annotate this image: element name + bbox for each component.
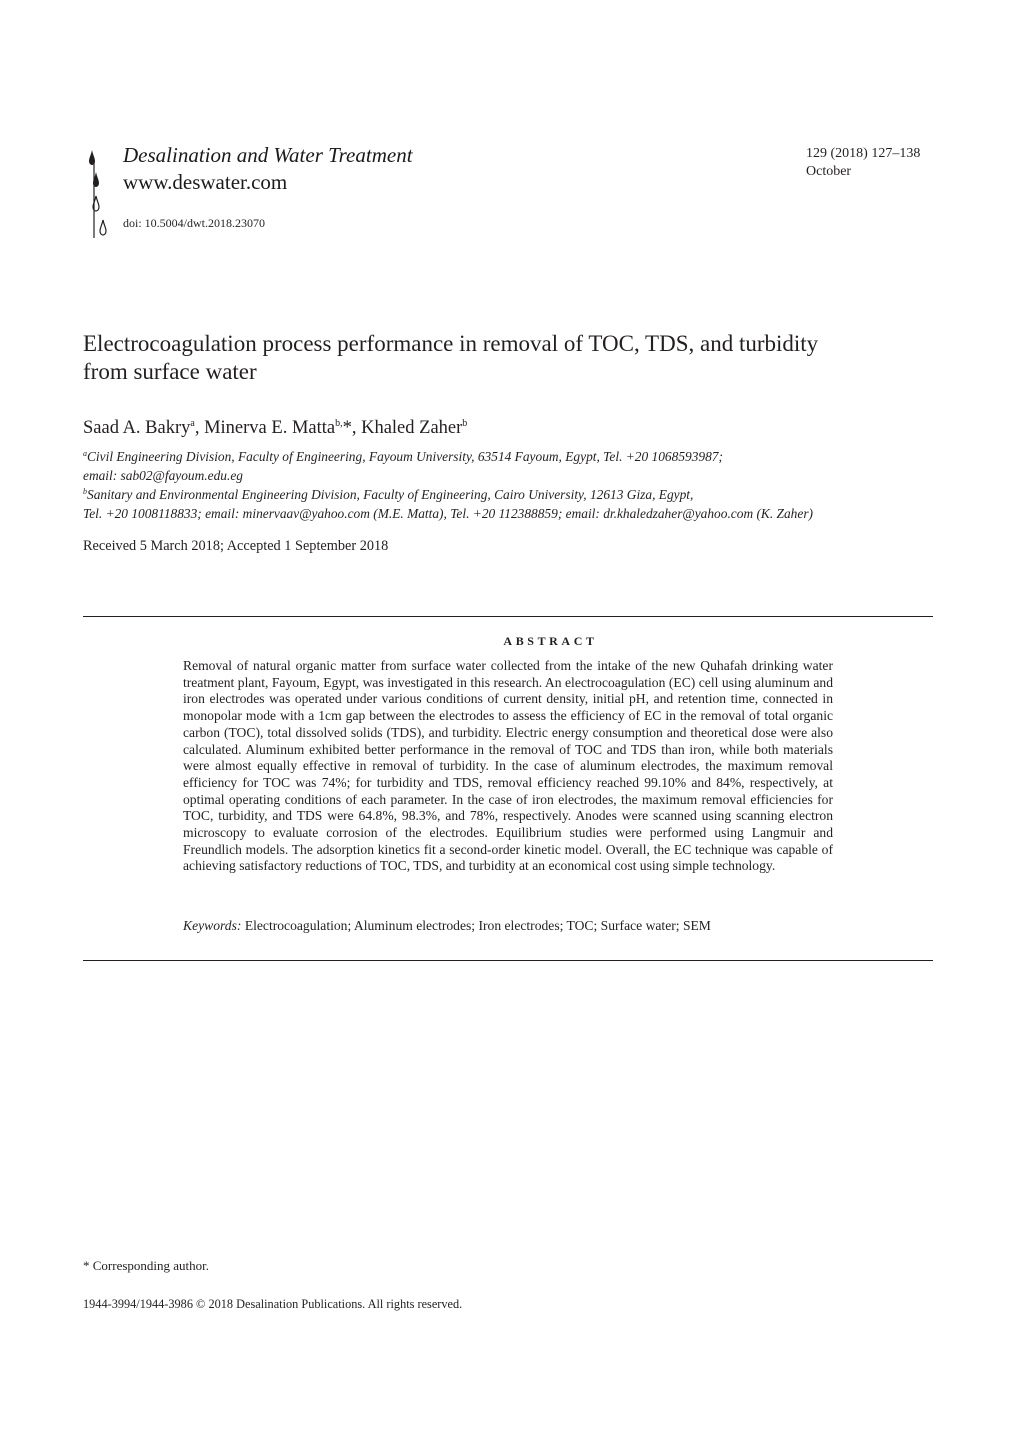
corresponding-author-note: * Corresponding author. — [83, 1258, 210, 1273]
author-separator: , — [351, 418, 362, 438]
author-affiliation-mark: b — [462, 418, 468, 429]
affiliation-b-line2: Tel. +20 1008118833; email: minervaav@yahoo.com (M.E. Matta), Tel. +20 112388859; email: dr.khaledzaher@yahoo.com (K. Zaher) — [83, 506, 813, 521]
journal-url[interactable]: www.deswater.com — [123, 170, 288, 194]
volume-pages: 129 (2018) 127–138 — [806, 146, 921, 161]
abstract-heading: ABSTRACT — [503, 634, 598, 648]
affiliation-mark: b — [83, 487, 87, 496]
author-name: Minerva E. Matta — [204, 418, 336, 438]
article-title: Electrocoagulation process performance in removal of TOC, TDS, and turbidity from surface water — [83, 331, 819, 384]
issue-month: October — [806, 164, 852, 179]
affiliation-a-line1 — [83, 448, 723, 466]
author-affiliation-mark: a — [190, 418, 195, 429]
received-accepted-dates: Received 5 March 2018; Accepted 1 September 2018 — [83, 538, 389, 554]
author-list — [83, 416, 467, 440]
top-divider — [83, 616, 933, 617]
abstract-body: Removal of natural organic matter from surface water collected from the intake of the new Quhafah drinking water treatment plant, Fayoum, Egypt, was investigated in this research. An electrocoagulation (EC) cell using aluminum and iron electrodes was operated under various conditions of current density, initial pH, and retention time, connected in monopolar mode with a 1cm gap between the electrodes to assess the efficiency of EC in the removal of total organic carbon (TOC), total dissolved solids (TDS), and turbidity. Electric energy consumption and theoretical dose were also calculated. Aluminum exhibited better performance in the removal of TOC and TDS than iron, while both materials were almost equally effective in removal of turbidity. In the case of aluminum electrodes, the maximum removal efficiency for TOC was 74%; for turbidity and TDS, removal efficiency reached 99.10% and 84%, respectively, at optimal operating conditions of each parameter. In the case of iron electrodes, the maximum removal efficiencies for TOC, turbidity, and TDS were 64.8%, 98.3%, and 78%, respectively. Anodes were scanned using scanning electron microscopy to evaluate corrosion of the electrodes. Equilibrium studies were performed using Langmuir and Freundlich models. The adsorption kinetics fit a second-order kinetic model. Overall, the EC technique was capable of achieving satisfactory reductions of TOC, TDS, and turbidity at an economical cost using simple technology. — [183, 658, 833, 874]
water-drops-icon — [86, 148, 108, 240]
keywords-list: Electrocoagulation; Aluminum electrodes; Iron electrodes; TOC; Surface water; SEM — [244, 918, 711, 933]
corresponding-mark: * — [342, 418, 352, 438]
keywords-label: Keywords: — [183, 918, 242, 933]
affiliation-a-line2: email: sab02@fayoum.edu.eg — [83, 468, 243, 483]
affiliation-b-line1 — [83, 486, 693, 504]
bottom-divider — [83, 960, 933, 961]
author-separator: , — [194, 418, 205, 438]
journal-title: Desalination and Water Treatment — [123, 143, 413, 167]
affiliation-text: Sanitary and Environmental Engineering Division, Faculty of Engineering, Cairo University, 12613 Giza, Egypt, — [87, 487, 694, 502]
author-affiliation-mark: b, — [335, 418, 343, 429]
keywords — [183, 917, 711, 935]
author-name: Saad A. Bakry — [83, 418, 191, 438]
author-name: Khaled Zaher — [361, 418, 463, 438]
affiliation-mark: a — [83, 449, 87, 458]
copyright-notice: 1944-3994/1944-3986 © 2018 Desalination Publications. All rights reserved. — [83, 1297, 463, 1311]
doi[interactable]: doi: 10.5004/dwt.2018.23070 — [123, 216, 266, 230]
affiliation-text: Civil Engineering Division, Faculty of Engineering, Fayoum University, 63514 Fayoum, Egypt, Tel. +20 1068593987; — [87, 449, 723, 464]
